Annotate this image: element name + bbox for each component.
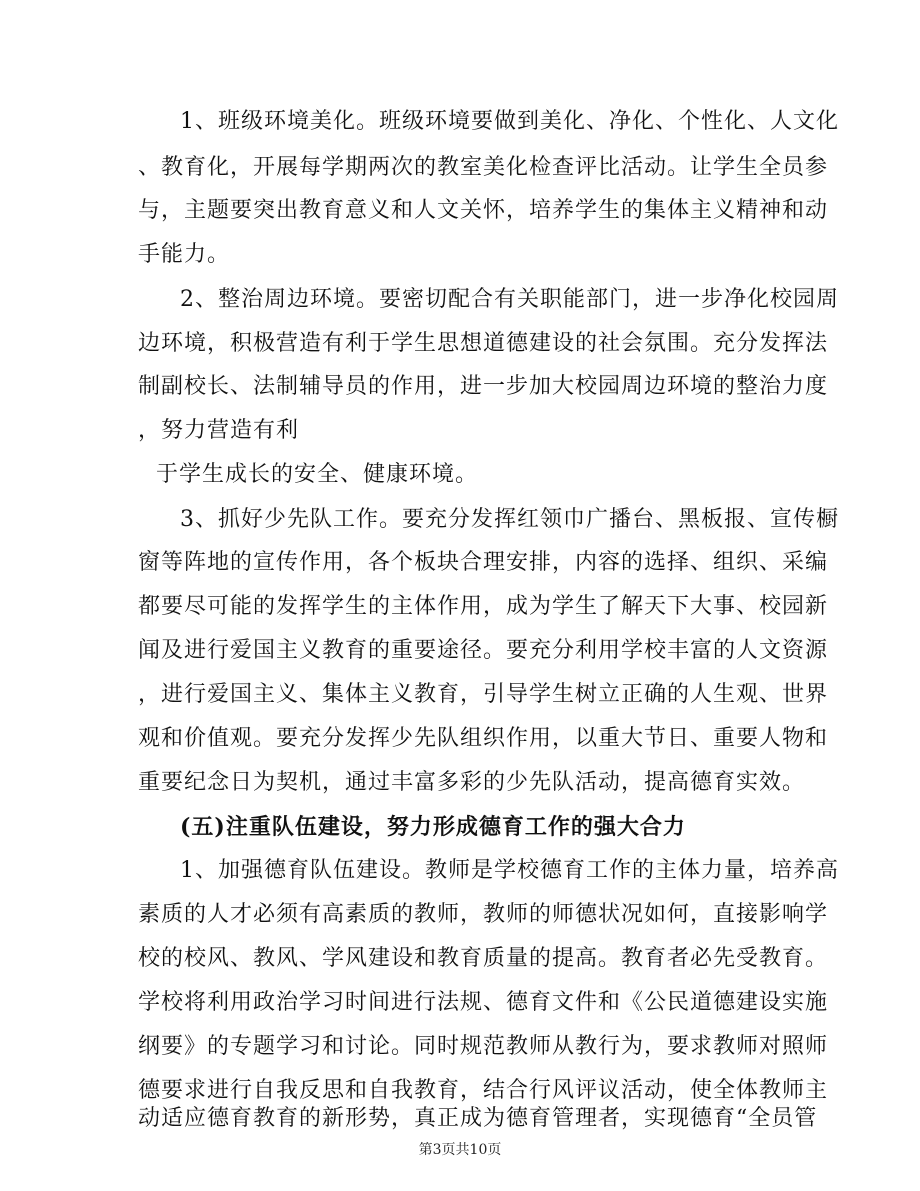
text-line: 窗等阵地的宣传作用，各个板块合理安排，内容的选择、组织、采编 <box>138 550 829 575</box>
text-line: 手能力。 <box>138 242 231 267</box>
text-line: 1、班级环境美化。班级环境要做到美化、净化、个性化、人文化 <box>180 109 839 134</box>
text-line: 德要求进行自我反思和自我教育，结合行风评议活动，使全体教师主 <box>138 1078 829 1103</box>
text-line: 观和价值观。要充分发挥少先队组织作用，以重大节日、重要人物和 <box>138 726 829 751</box>
text-line: 重要纪念日为契机，通过丰富多彩的少先队活动，提高德育实效。 <box>138 770 806 795</box>
text-line: 于学生成长的安全、健康环境。 <box>156 462 479 487</box>
text-line: 学校将利用政治学习时间进行法规、德育文件和《公民道德建设实施 <box>138 990 829 1015</box>
text-line: 校的校风、教风、学风建设和教育质量的提高。教育者必先受教育。 <box>138 946 829 971</box>
text-line: ，努力营造有利 <box>138 418 300 443</box>
text-line: 都要尽可能的发挥学生的主体作用，成为学生了解天下大事、校园新 <box>138 594 829 619</box>
text-line: 3、抓好少先队工作。要充分发挥红领巾广播台、黑板报、宣传橱 <box>180 507 839 532</box>
text-line: 动适应德育教育的新形势，真正成为德育管理者，实现德育“全员管 <box>138 1106 818 1131</box>
text-line: 与，主题要突出教育意义和人文关怀，培养学生的集体主义精神和动 <box>138 198 829 223</box>
text-line: 素质的人才必须有高素质的教师，教师的师德状况如何，直接影响学 <box>138 902 829 927</box>
text-line: 纲要》的专题学习和讨论。同时规范教师从教行为，要求教师对照师 <box>138 1034 829 1059</box>
text-line: ，进行爱国主义、集体主义教育，引导学生树立正确的人生观、世界 <box>138 682 829 707</box>
text-line: 边环境，积极营造有利于学生思想道德建设的社会氛围。充分发挥法 <box>138 331 829 356</box>
text-line: 闻及进行爱国主义教育的重要途径。要充分利用学校丰富的人文资源 <box>138 638 829 663</box>
section-heading: (五)注重队伍建设，努力形成德育工作的强大合力 <box>180 814 686 840</box>
text-line: 、教育化，开展每学期两次的教室美化检查评比活动。让学生全员参 <box>138 155 829 180</box>
text-line: 2、整治周边环境。要密切配合有关职能部门，进一步净化校园周 <box>180 287 839 312</box>
page-number: 第3页共10页 <box>418 1142 502 1158</box>
text-line: 制副校长、法制辅导员的作用，进一步加大校园周边环境的整治力度 <box>138 374 829 399</box>
text-line: 1、加强德育队伍建设。教师是学校德育工作的主体力量，培养高 <box>180 858 839 883</box>
